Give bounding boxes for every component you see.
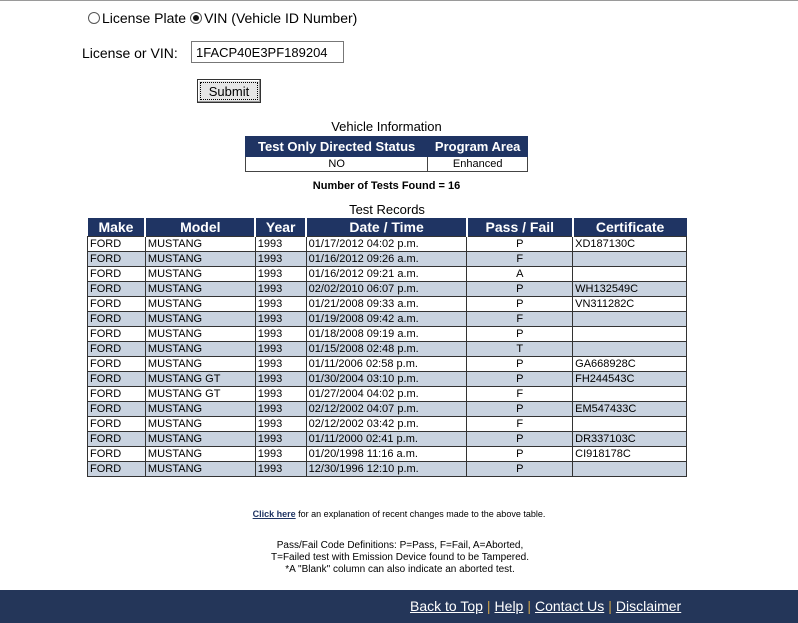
cell-make: FORD — [88, 282, 146, 297]
cell-date-time: 01/30/2004 03:10 p.m. — [306, 372, 467, 387]
cell-year: 1993 — [255, 312, 306, 327]
cell-date-time: 01/15/2008 02:48 p.m. — [306, 342, 467, 357]
cell-pass-fail: F — [467, 417, 573, 432]
cell-year: 1993 — [255, 357, 306, 372]
footer-separator: | — [608, 598, 612, 614]
radio-vin[interactable] — [190, 10, 357, 26]
cell-pass-fail: P — [467, 447, 573, 462]
test-records-caption: Test Records — [349, 202, 425, 217]
search-type-radio-group — [88, 10, 361, 26]
radio-license-label: License Plate — [102, 10, 187, 26]
explanation-text: for an explanation of recent changes made to the above table. — [295, 509, 546, 519]
click-here-link[interactable]: Click here — [252, 509, 296, 519]
footer-separator: | — [486, 598, 491, 614]
submit-button[interactable]: Submit — [197, 79, 261, 103]
radio-button-checked-icon[interactable] — [190, 12, 202, 24]
table-row — [88, 372, 687, 387]
cell-date-time: 01/18/2008 09:19 a.m. — [306, 327, 467, 342]
header-year: Year — [255, 218, 306, 237]
cell-model: MUSTANG — [145, 447, 255, 462]
cell-year: 1993 — [255, 267, 306, 282]
cell-pass-fail: P — [467, 282, 573, 297]
pass-fail-definitions — [230, 540, 570, 576]
cell-year: 1993 — [255, 432, 306, 447]
cell-model: MUSTANG GT — [145, 372, 255, 387]
help-link[interactable]: Help — [494, 598, 524, 614]
cell-model: MUSTANG — [145, 462, 255, 477]
cell-pass-fail: P — [467, 297, 573, 312]
cell-date-time: 01/16/2012 09:26 a.m. — [306, 252, 467, 267]
definitions-line: Pass/Fail Code Definitions: P=Pass, F=Fail, A=Aborted, — [276, 540, 524, 551]
cell-make: FORD — [88, 387, 146, 402]
cell-certificate — [573, 462, 687, 477]
cell-year: 1993 — [255, 252, 306, 267]
header-certificate: Certificate — [573, 218, 687, 237]
vehicle-info-program-area-value: Enhanced — [428, 157, 528, 172]
cell-pass-fail: T — [467, 342, 573, 357]
cell-pass-fail: P — [467, 327, 573, 342]
cell-date-time: 01/16/2012 09:21 a.m. — [306, 267, 467, 282]
cell-year: 1993 — [255, 447, 306, 462]
cell-certificate — [573, 417, 687, 432]
top-divider — [0, 0, 798, 1]
cell-date-time: 01/17/2012 04:02 p.m. — [306, 237, 467, 252]
footer-links — [410, 598, 681, 614]
header-pass-fail: Pass / Fail — [467, 218, 573, 237]
cell-model: MUSTANG GT — [145, 387, 255, 402]
cell-date-time: 01/19/2008 09:42 a.m. — [306, 312, 467, 327]
cell-certificate: XD187130C — [573, 237, 687, 252]
license-or-vin-input[interactable] — [191, 41, 344, 63]
table-row — [88, 297, 687, 312]
cell-pass-fail: F — [467, 312, 573, 327]
cell-certificate — [573, 267, 687, 282]
cell-model: MUSTANG — [145, 402, 255, 417]
tests-found-count: Number of Tests Found = 16 — [312, 180, 461, 192]
back-to-top-link[interactable]: Back to Top — [410, 598, 483, 614]
cell-make: FORD — [88, 357, 146, 372]
cell-date-time: 01/20/1998 11:16 a.m. — [306, 447, 467, 462]
cell-certificate — [573, 327, 687, 342]
cell-certificate: CI918178C — [573, 447, 687, 462]
cell-date-time: 01/11/2006 02:58 p.m. — [306, 357, 467, 372]
table-row — [88, 267, 687, 282]
cell-make: FORD — [88, 327, 146, 342]
table-row — [88, 327, 687, 342]
table-row — [88, 282, 687, 297]
cell-model: MUSTANG — [145, 312, 255, 327]
definitions-line: T=Failed test with Emission Device found to be Tampered. — [271, 552, 529, 563]
cell-year: 1993 — [255, 462, 306, 477]
footer-separator: | — [527, 598, 531, 614]
cell-pass-fail: P — [467, 237, 573, 252]
header-date-time: Date / Time — [306, 218, 467, 237]
table-row — [88, 417, 687, 432]
cell-year: 1993 — [255, 342, 306, 357]
cell-model: MUSTANG — [145, 237, 255, 252]
cell-make: FORD — [88, 267, 146, 282]
cell-pass-fail: F — [467, 387, 573, 402]
cell-certificate: EM547433C — [573, 402, 687, 417]
radio-button-icon[interactable] — [88, 12, 100, 24]
cell-year: 1993 — [255, 402, 306, 417]
cell-year: 1993 — [255, 387, 306, 402]
cell-year: 1993 — [255, 372, 306, 387]
radio-license-plate[interactable] — [88, 10, 186, 26]
table-row — [88, 312, 687, 327]
cell-year: 1993 — [255, 417, 306, 432]
cell-certificate — [573, 312, 687, 327]
cell-certificate — [573, 387, 687, 402]
table-row — [88, 237, 687, 252]
footer-bar — [0, 590, 798, 623]
contact-us-link[interactable]: Contact Us — [534, 598, 605, 614]
cell-pass-fail: F — [467, 252, 573, 267]
cell-model: MUSTANG — [145, 432, 255, 447]
cell-pass-fail: A — [467, 267, 573, 282]
test-records-header-row — [88, 218, 687, 237]
cell-certificate: GA668928C — [573, 357, 687, 372]
cell-make: FORD — [88, 417, 146, 432]
table-row — [88, 462, 687, 477]
cell-pass-fail: P — [467, 462, 573, 477]
cell-certificate — [573, 252, 687, 267]
cell-model: MUSTANG — [145, 357, 255, 372]
vehicle-info-table — [245, 136, 528, 172]
cell-model: MUSTANG — [145, 282, 255, 297]
cell-make: FORD — [88, 447, 146, 462]
vehicle-info-caption: Vehicle Information — [331, 119, 442, 134]
table-row — [88, 447, 687, 462]
cell-pass-fail: P — [467, 357, 573, 372]
table-row — [88, 402, 687, 417]
cell-date-time: 01/21/2008 09:33 a.m. — [306, 297, 467, 312]
cell-make: FORD — [88, 342, 146, 357]
cell-model: MUSTANG — [145, 342, 255, 357]
vehicle-info-header-status: Test Only Directed Status — [246, 137, 428, 157]
cell-date-time: 01/27/2004 04:02 p.m. — [306, 387, 467, 402]
table-row — [88, 357, 687, 372]
license-or-vin-label: License or VIN: — [82, 45, 178, 61]
cell-model: MUSTANG — [145, 252, 255, 267]
cell-certificate: DR337103C — [573, 432, 687, 447]
radio-vin-label: VIN (Vehicle ID Number) — [204, 10, 358, 26]
cell-date-time: 02/12/2002 04:07 p.m. — [306, 402, 467, 417]
cell-make: FORD — [88, 237, 146, 252]
cell-date-time: 02/02/2010 06:07 p.m. — [306, 282, 467, 297]
cell-make: FORD — [88, 297, 146, 312]
cell-pass-fail: P — [467, 372, 573, 387]
table-row — [88, 387, 687, 402]
cell-model: MUSTANG — [145, 297, 255, 312]
cell-certificate — [573, 342, 687, 357]
vehicle-info-status-value: NO — [246, 157, 428, 172]
cell-make: FORD — [88, 402, 146, 417]
test-records-table — [87, 218, 687, 477]
cell-certificate: VN311282C — [573, 297, 687, 312]
cell-model: MUSTANG — [145, 327, 255, 342]
vehicle-info-header-program-area: Program Area — [428, 137, 528, 157]
cell-date-time: 02/12/2002 03:42 p.m. — [306, 417, 467, 432]
cell-make: FORD — [88, 252, 146, 267]
cell-pass-fail: P — [467, 432, 573, 447]
cell-model: MUSTANG — [145, 417, 255, 432]
table-row — [88, 432, 687, 447]
definitions-line: *A "Blank" column can also indicate an aborted test. — [285, 564, 515, 575]
cell-make: FORD — [88, 372, 146, 387]
disclaimer-link[interactable]: Disclaimer — [615, 598, 682, 614]
table-row — [88, 342, 687, 357]
header-make: Make — [88, 218, 146, 237]
table-row — [88, 252, 687, 267]
explanation-line — [0, 509, 798, 519]
cell-year: 1993 — [255, 282, 306, 297]
cell-model: MUSTANG — [145, 267, 255, 282]
cell-year: 1993 — [255, 297, 306, 312]
cell-date-time: 12/30/1996 12:10 p.m. — [306, 462, 467, 477]
cell-make: FORD — [88, 312, 146, 327]
cell-certificate: FH244543C — [573, 372, 687, 387]
cell-year: 1993 — [255, 237, 306, 252]
cell-make: FORD — [88, 462, 146, 477]
cell-certificate: WH132549C — [573, 282, 687, 297]
cell-year: 1993 — [255, 327, 306, 342]
cell-pass-fail: P — [467, 402, 573, 417]
cell-make: FORD — [88, 432, 146, 447]
header-model: Model — [145, 218, 255, 237]
cell-date-time: 01/11/2000 02:41 p.m. — [306, 432, 467, 447]
